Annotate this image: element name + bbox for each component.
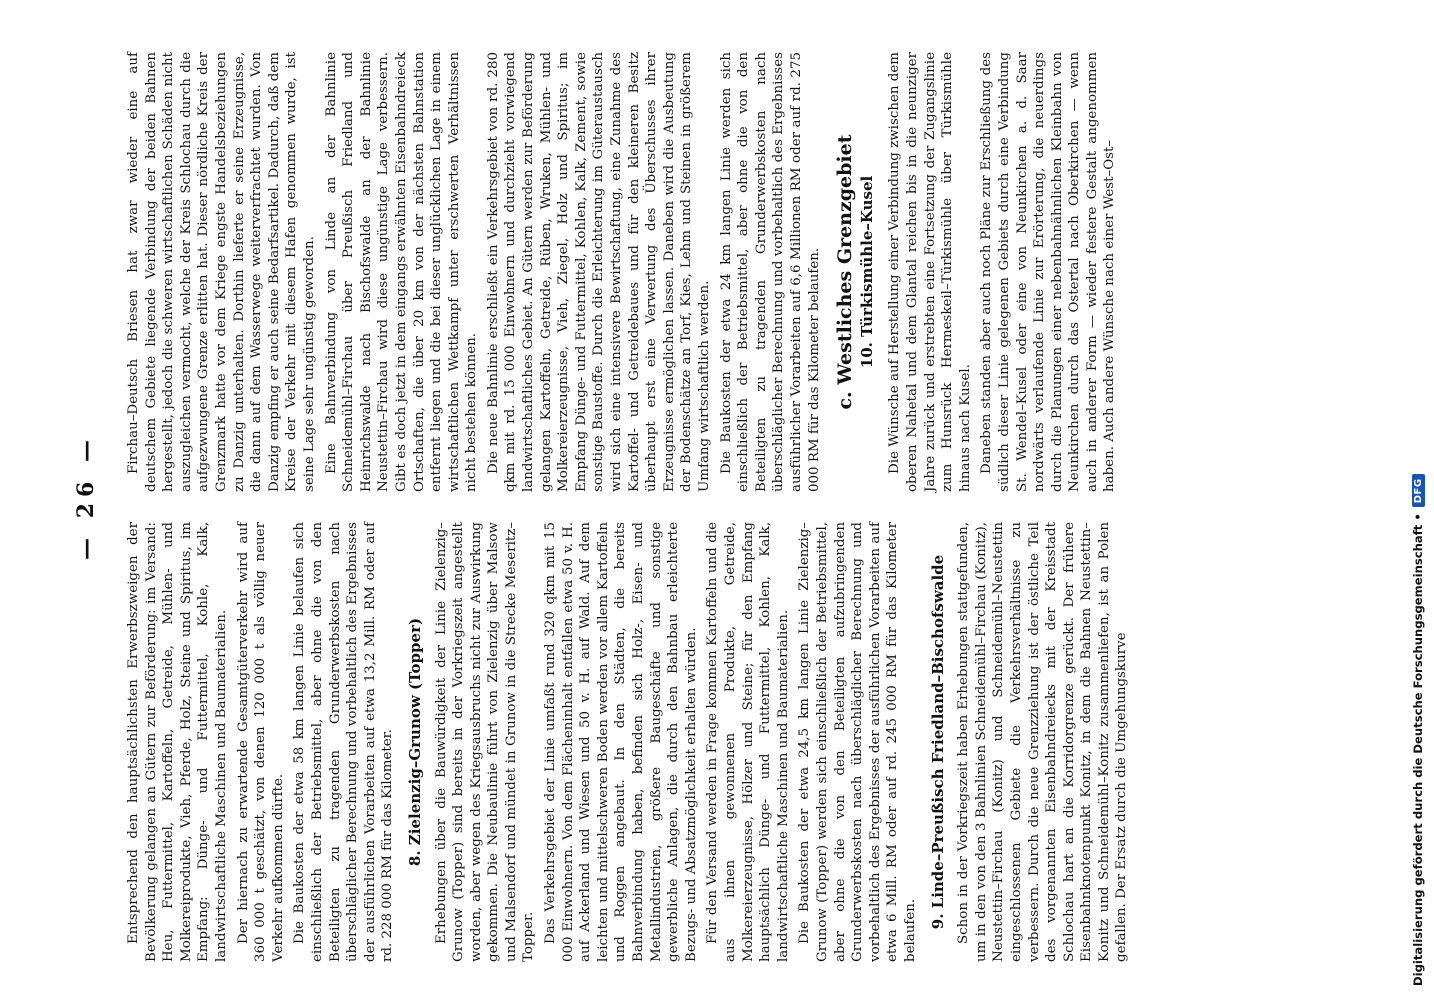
chapter-heading-c: c. Westliches Grenzgebiet <box>834 134 857 410</box>
paragraph: Erhebungen über die Bauwürdigkeit der Linie Zielenzig–Grunow (Topper) sind bereits in der Vorkriegszeit angestellt worden, aber wegen des Kriegsausbruchs nicht zur Auswirkung gekommen. Die Neubaulinie führt von Zielenzig über Malsow und Malsendorf und mündet in Grunow in die Strecke Meseritz–Topper. <box>433 522 537 962</box>
paragraph: Firchau–Deutsch Briesen hat zwar wieder eine auf deutschem Gebiete liegende Verbindung der beiden Bahnen hergestellt, jedoch die schweren wirtschaftlichen Schäden nicht auszugleichen vermocht, welche der Kreis Schlochau durch die aufgezwungene Grenze erlitten hat. Dieser nördliche Kreis der Grenzmark hatte vor dem Kriege engste Handelsbeziehungen zu Danzig unterhalten. Dorthin lieferte er seine Erzeugnisse, die dann auf dem Wasserwege weiterverfrachtet wurden. Von Danzig empfing er auch seine Bedarfsartikel. Dadurch, daß dem Kreise der Verkehr mit diesem Hafen genommen wurde, ist seine Lage sehr ungünstig geworden. <box>126 52 317 492</box>
paragraph: Das Verkehrsgebiet der Linie umfaßt rund 320 qkm mit 15 000 Einwohnern. Von dem Flächeninhalt entfallen etwa 50 v. H. auf Ackerland und Wiesen und 50 v. H. auf Wald. Auf dem leichten und mittelschweren Boden werden vor allem Kartoffeln und Roggen angebaut. In den Städten, die bereits Bahnverbindung haben, befinden sich Holz-, Eisen- und Metallindustrien, größere Baugeschäfte und sonstige gewerbliche Anlagen, die durch den Bahnbau erleichterte Bezugs- und Absatzmöglichkeit erhalten würden. <box>543 522 699 962</box>
page-number: — 26 — <box>73 434 99 560</box>
paragraph: Die Baukosten der etwa 58 km langen Linie belaufen sich einschließlich der Betriebsmittel, aber ohne die von den Beteiligten zu tragenden Grunderwerbskosten nach überschläglicher Berechnung und vorbehaltlich des Ergebnisses der ausführlichen Vorarbeiten auf etwa 13,2 Mill. RM oder auf rd. 228 000 RM für das Kilometer. <box>292 522 396 962</box>
paragraph: Eine Bahnverbindung von Linde an der Bahnlinie Schneidemühl–Firchau über Preußisch Friedland und Heinrichswalde nach Bischofswalde an der Bahnlinie Neustettin–Firchau wird diese ungünstige Lage verbessern. Gibt es doch jetzt in dem eingangs erwähnten Eisenbahndreieck Ortschaften, die über 20 km von der nächsten Bahnstation entfernt liegen und die bei dieser unglücklichen Lage in einem wirtschaftlichen Wettkampf unter erschwerten Verhältnissen nicht bestehen können. <box>323 52 480 492</box>
paragraph: Die neue Bahnlinie erschließt ein Verkehrsgebiet von rd. 280 qkm mit rd. 15 000 Einwohnern und durchzieht vorwiegend landwirtschaftliches Gebiet. An Gütern werden zur Beförderung gelangen Kartoffeln, Getreide, Rüben, Wruken, Mühlen- und Molkereierzeugnisse, Vieh, Ziegel, Holz und Spiritus; im Empfang Dünge- und Futtermittel, Kohlen, Kalk, Zement, sowie sonstige Baustoffe. Durch die Erleichterung im Güteraustausch wird sich eine intensivere Bewirtschaftung, eine Zunahme des Kartoffel- und Getreidebaues und für den kleineren Besitz überhaupt erst eine Verwertung des Überschusses ihrer Erzeugnisse ermöglichen lassen. Daneben wird die Ausbeutung der Bodenschätze an Torf, Kies, Lehm und Steinen in größerem Umfang wirtschaftlich werden. <box>485 52 712 492</box>
credit-text: Digitalisierung gefördert durch die Deutsche Forschungsgemeinschaft • <box>1411 513 1425 986</box>
section-heading-9: 9. Linde–Preußisch Friedland–Bischofswalde <box>928 554 947 930</box>
paragraph: Die Baukosten der etwa 24,5 km langen Linie Zielenzig–Grunow (Topper) werden sich einschließlich der Betriebsmittel, aber ohne die von den Beteiligten aufzubringenden Grunderwerbskosten nach überschläglicher Berechnung und vorbehaltlich des Ergebnisses der ausführlichen Vorarbeiten auf etwa 6 Mill. RM oder auf rd. 245 000 RM für das Kilometer belaufen. <box>797 522 918 962</box>
dfg-logo: DFG <box>1412 474 1425 507</box>
paragraph: Die Baukosten der etwa 24 km langen Linie werden sich einschließlich der Betriebsmittel, aber ohne die von den Beteiligten zu tragenden Grunderwerbskosten nach überschläglicher Berechnung und vorbehaltlich des Ergebnisses ausführlicher Vorarbeiten auf 6,6 Millionen RM oder auf rd. 275 000 RM für das Kilometer belaufen. <box>718 52 822 492</box>
left-column <box>125 522 1135 962</box>
paragraph: Die Wünsche auf Herstellung einer Verbindung zwischen dem oberen Nahetal und dem Glantal reichen bis in die neunziger Jahre zurück und erstrebten eine Fortsetzung der Zugangslinie zum Hunsrück Hermeskeil–Türkismühle über Türkismühle hinaus nach Kusel. <box>887 52 973 492</box>
rotated-page-content <box>65 32 1385 962</box>
paragraph: Der hiernach zu erwartende Gesamtgüterverkehr wird auf 360 000 t geschätzt, von denen 120 000 t als völlig neuer Verkehr aufkommen dürfte. <box>235 522 286 962</box>
paragraph: Daneben standen aber auch noch Pläne zur Erschließung des südlich dieser Linie gelegenen Gebiets durch eine Verbindung St. Wendel–Kusel oder eine von Neunkirchen a. d. Saar nordwärts verlaufende Linie zur Erörterung, die neuerdings durch die Planungen einer nebenbahnähnlichen Kleinbahn von Neunkirchen durch das Ostertal nach Oberkirchen — wenn auch in anderer Form — wieder festere Gestalt angenommen haben. Auch andere Wünsche nach einer West–Ost– <box>979 52 1118 492</box>
right-column <box>125 52 1123 492</box>
section-heading-10: 10. Türkismühle–Kusel <box>857 175 876 369</box>
digitization-credit <box>1408 6 1428 986</box>
paragraph: Für den Versand werden in Frage kommen Kartoffeln und die aus ihnen gewonnenen Produkte, Getreide, Molkereierzeugnisse, Hölzer und Steine; für den Empfang hauptsächlich Dünge- und Futtermittel, Kohlen, Kalk, landwirtschaftliche Maschinen und Baumaterialien. <box>705 522 791 962</box>
section-heading-8: 8. Zielenzig–Grunow (Topper) <box>405 617 424 867</box>
paragraph: Schon in der Vorkriegszeit haben Erhebungen stattgefunden, um in den von den 3 Bahnlinien Schneidemühl–Firchau (Konitz), Neustettin–Firchau (Konitz) und Schneidemühl–Neustettin eingeschlossenen Gebiete die Verkehrsverhältnisse zu verbessern. Durch die neue Grenzziehung ist der östliche Teil des vorgenannten Eisenbahndreiecks mit der Kreisstadt Schlochau hart an die Korridorgrenze gerückt. Der frühere Eisenbahnknotenpunkt Konitz, in dem die Bahnen Neustettin–Konitz und Schneidemühl–Konitz zusammenliefen, ist an Polen gefallen. Der Ersatz durch die Umgehungskurve <box>956 522 1130 962</box>
paragraph: Entsprechend den hauptsächlichsten Erwerbszweigen der Bevölkerung gelangen an Gütern zur Beförderung: im Versand: Heu, Futtermittel, Kartoffeln, Getreide, Mühlen- und Molkereiprodukte, Vieh, Pferde, Holz, Steine und Spiritus, im Empfang: Dünge- und Futtermittel, Kohle, Kalk, landwirtschaftliche Maschinen und Baumaterialien. <box>126 522 229 962</box>
